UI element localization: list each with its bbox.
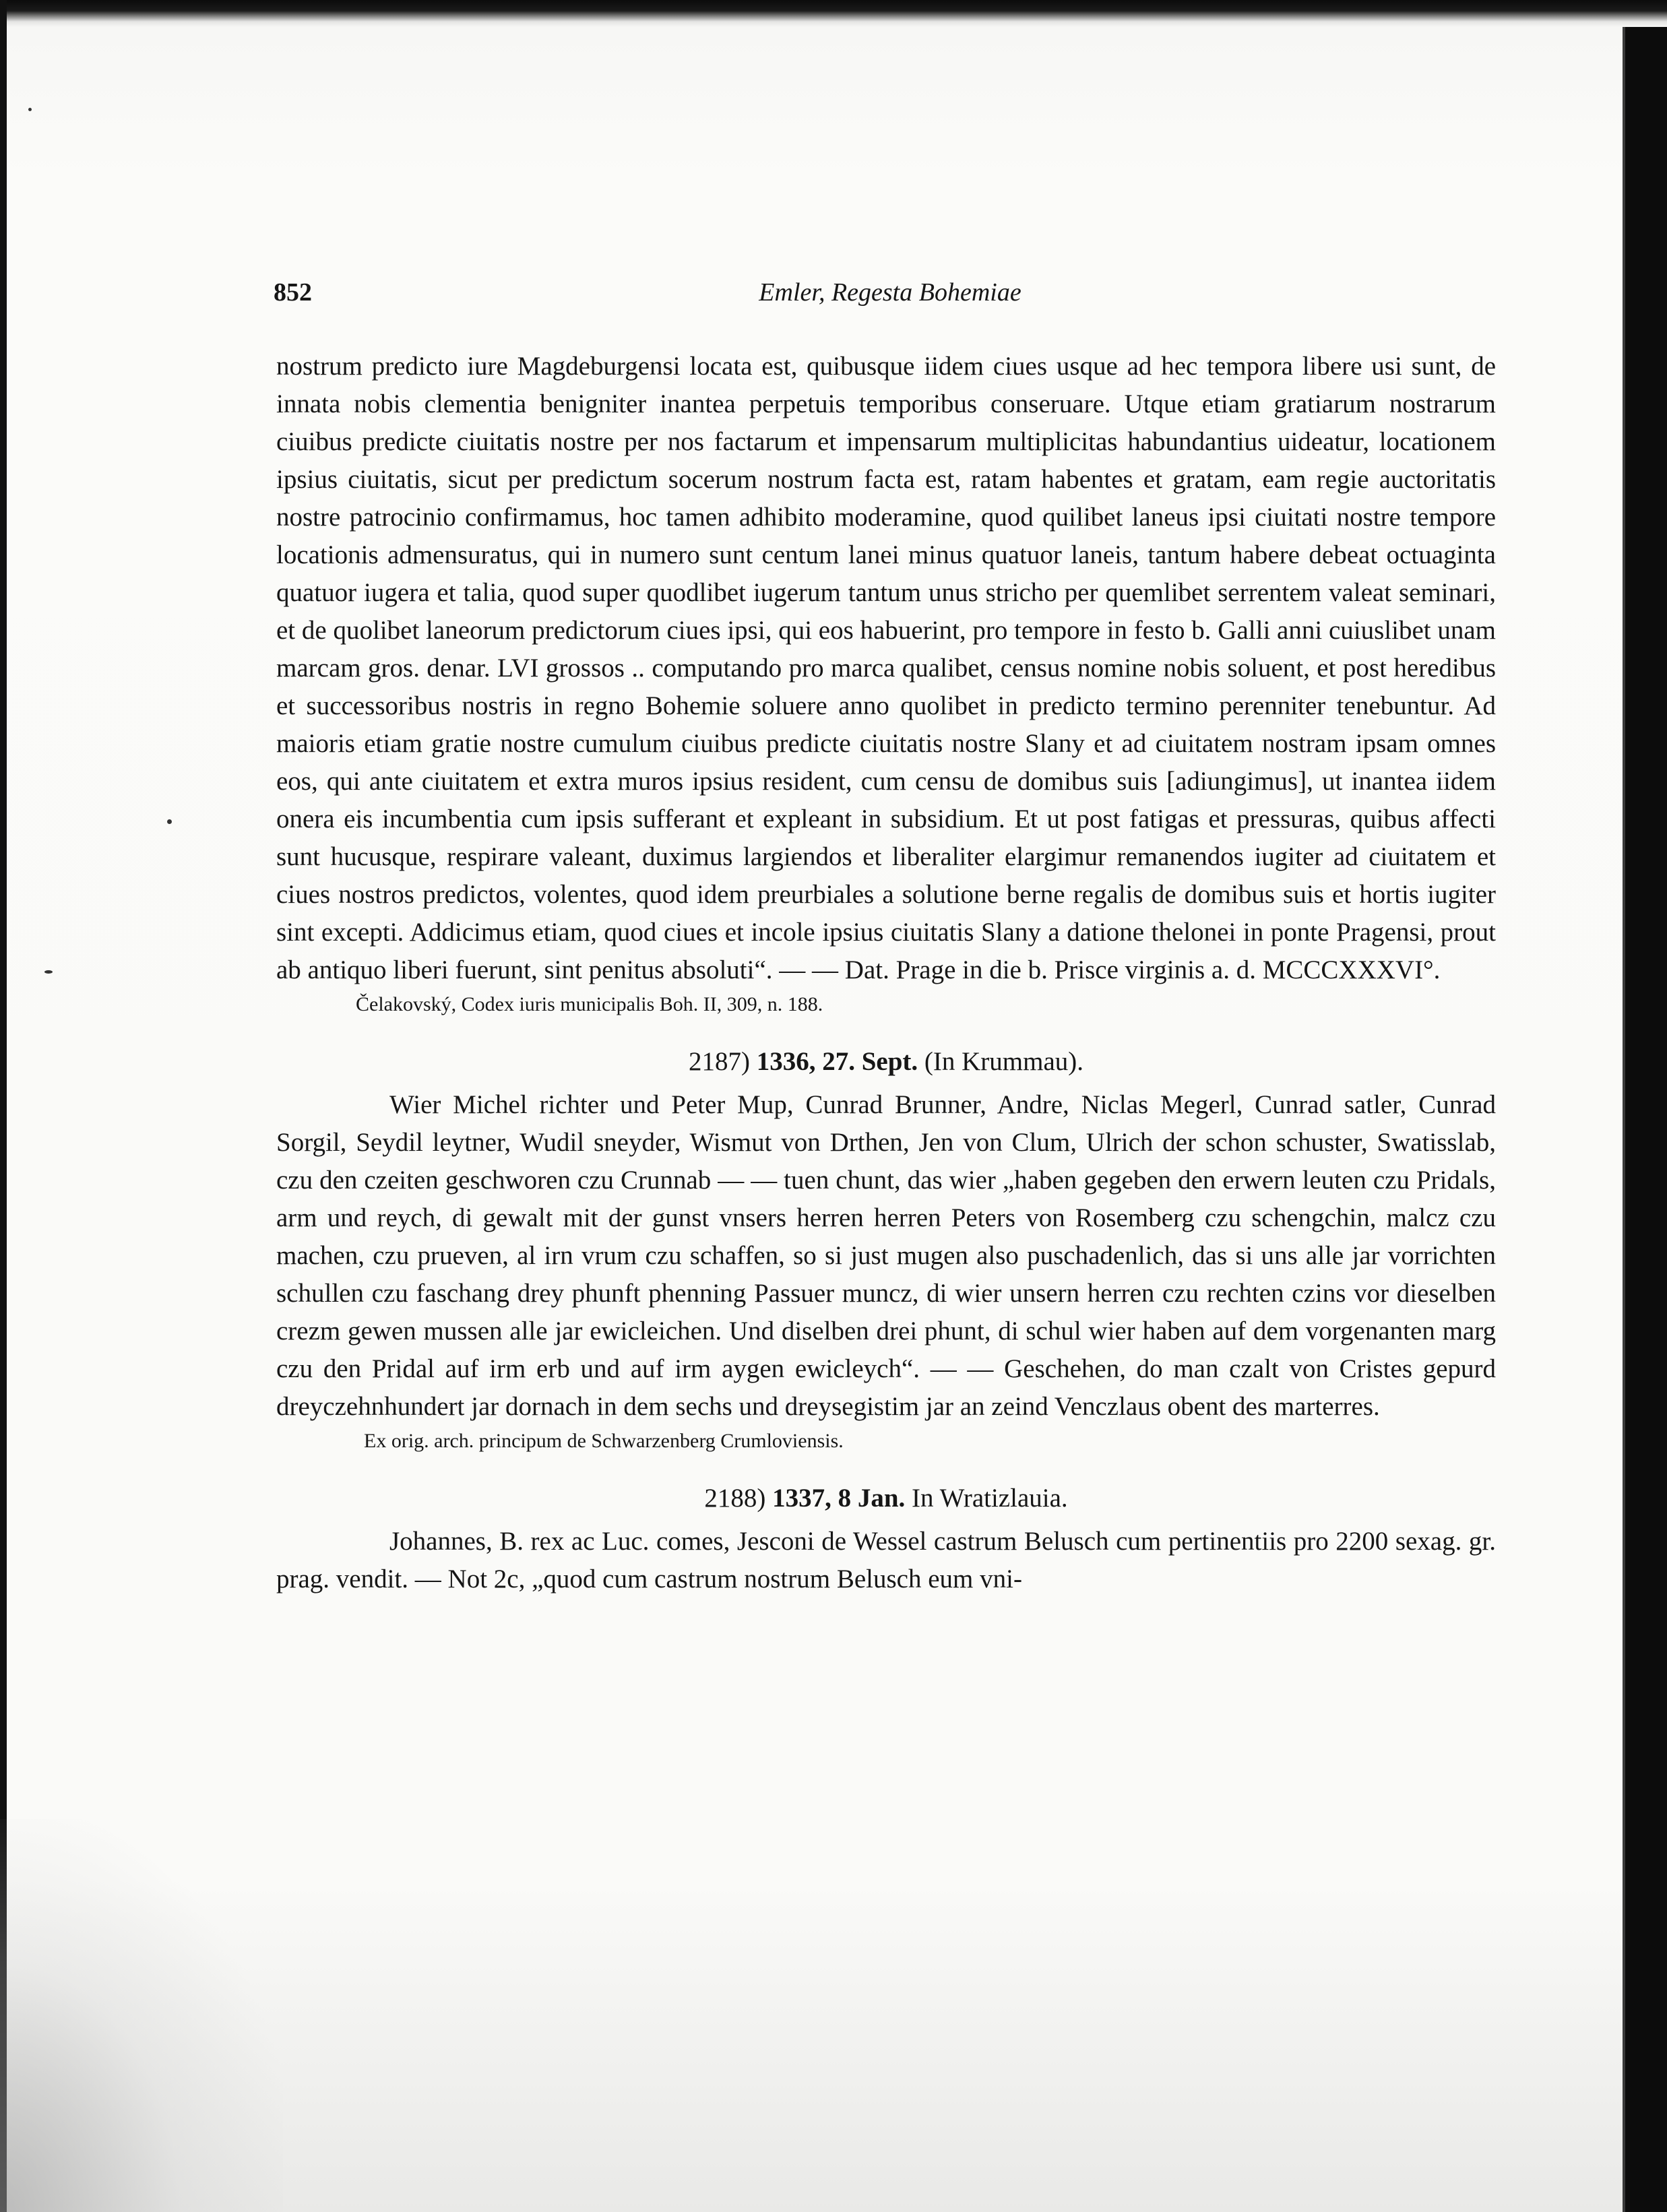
scan-speck	[44, 970, 53, 974]
page-header	[274, 278, 1507, 318]
entry-text-2188: Johannes, B. rex ac Luc. comes, Jesconi de Wessel castrum Belusch cum pertinentiis pro 2200 sexag. gr. prag. vendit. — Not 2c, „quod cum castrum nostrum Belusch eum vni-	[276, 1527, 1496, 1593]
scan-top-shadow	[0, 0, 1667, 27]
scan-speck	[167, 819, 172, 824]
scan-right-edge	[1625, 27, 1667, 2212]
entry-place: (In Krummau).	[924, 1047, 1084, 1076]
entry-place: In Wratizlauia.	[912, 1484, 1068, 1513]
continuation-paragraph: nostrum predicto iure Magdeburgensi locata est, quibusque iidem ciues usque ad hec tempora libere usi sunt, de innata nobis clementia benigniter inantea perpetuis temporibus conseruare. Utque etiam gratiarum nostrarum ciuibus predicte ciuitatis nostre per nos factarum et impensarum multiplicitas habundantius uideatur, locationem ipsius ciuitatis, sicut per predictum socerum nostrum facta est, ratam habentes et gratam, eam regie auctoritatis nostre patrocinio confirmamus, hoc tamen adhibito moderamine, quod quilibet laneus ipsi ciuitati nostre tempore locationis admensuratus, qui in numero sunt centum lanei minus quatuor laneis, tantum habere debeat octuaginta quatuor iugera et talia, quod super quodlibet iugerum tantum unus stricho per quemlibet serrentem valeat seminari, et de quolibet laneorum predictorum ciues ipsi, qui eos habuerint, pro tempore in festo b. Galli anni cuiuslibet unam marcam gros. denar. LVI grossos .. computando pro marca qualibet, census nomine nobis soluent, et post heredibus et successoribus nostris in regno Bohemie soluere anno quolibet in predicto termino perenniter tenebuntur. Ad maioris etiam gratie nostre cumulum ciuibus predicte ciuitatis nostre Slany et ad ciuitatem nostram ipsam omnes eos, qui ante ciuitatem et extra muros ipsius resident, cum censu de domibus suis [adiungimus], ut inantea iidem onera eis incumbentia cum ipsis sufferant et expleant in subsidium. Et ut post fatigas et pressuras, quibus affecti sunt hucusque, respirare valeant, duximus largiendos et liberaliter elargimur remanendos iugiter ad ciuitatem et ciues nostros predictos, volentes, quod idem preurbiales a solutione berne regalis de domibus suis et hortis iugiter sint excepti. Addicimus etiam, quod ciues et incole ipsius ciuitatis Slany a datione thelonei in ponte Pragensi, prout ab antiquo liberi fuerunt, sint penitus absoluti“. — — Dat. Prage in die b. Prisce virginis a. d. MCCCXXXVI°.	[276, 352, 1496, 984]
entry-text-2187: Wier Michel richter und Peter Mup, Cunrad Brunner, Andre, Niclas Megerl, Cunrad satler, Cunrad Sorgil, Seydil leytner, Wudil sneyder, Wismut von Drthen, Jen von Clum, Ulrich der schon schuster, Swatisslab, czu den czeiten geschworen czu Crunnab — — tuen chunt, das wier „haben gegeben den erwern leuten czu Pridals, arm und reych, di gewalt mit der gunst vnsers herren herren Peters von Rosemberg czu schengchin, malcz czu machen, czu prueven, al irn vrum czu schaffen, so si just mugen also puschadenlich, das si uns alle jar vorrichten schullen czu faschang drey phunft phenning Passuer muncz, di wier unsern herren czu rechten czins vor dieselben crezm gewen mussen alle jar ewicleichen. Und diselben drei phunt, di schul wier haben auf dem vorgenanten marg czu den Pridal auf irm erb und auf irm aygen ewicleych“. — — Geschehen, do man czalt von Cristes gepurd dreyczehnhundert jar dornach in dem sechs und dreysegistim jar an zeind Venczlaus obent des marterres.	[276, 1090, 1496, 1421]
scan-smudge	[0, 1819, 283, 2212]
page-number: 852	[274, 278, 312, 307]
entry-date: 1337, 8 Jan.	[772, 1484, 906, 1513]
running-title: Emler, Regesta Bohemiae	[759, 278, 1021, 307]
entry-number: 2188)	[704, 1484, 766, 1513]
page-body	[276, 348, 1496, 1598]
entry-source-2187: Ex orig. arch. principum de Schwarzenberg Crumloviensis.	[364, 1430, 844, 1452]
entry-heading-2188	[276, 1480, 1496, 1517]
entry-number: 2187)	[688, 1047, 750, 1076]
entry-heading-2187	[276, 1043, 1496, 1081]
scan-speck	[28, 108, 32, 111]
source-citation: Čelakovský, Codex iuris municipalis Boh. II, 309, n. 188.	[356, 993, 823, 1015]
entry-date: 1336, 27. Sept.	[756, 1047, 918, 1076]
